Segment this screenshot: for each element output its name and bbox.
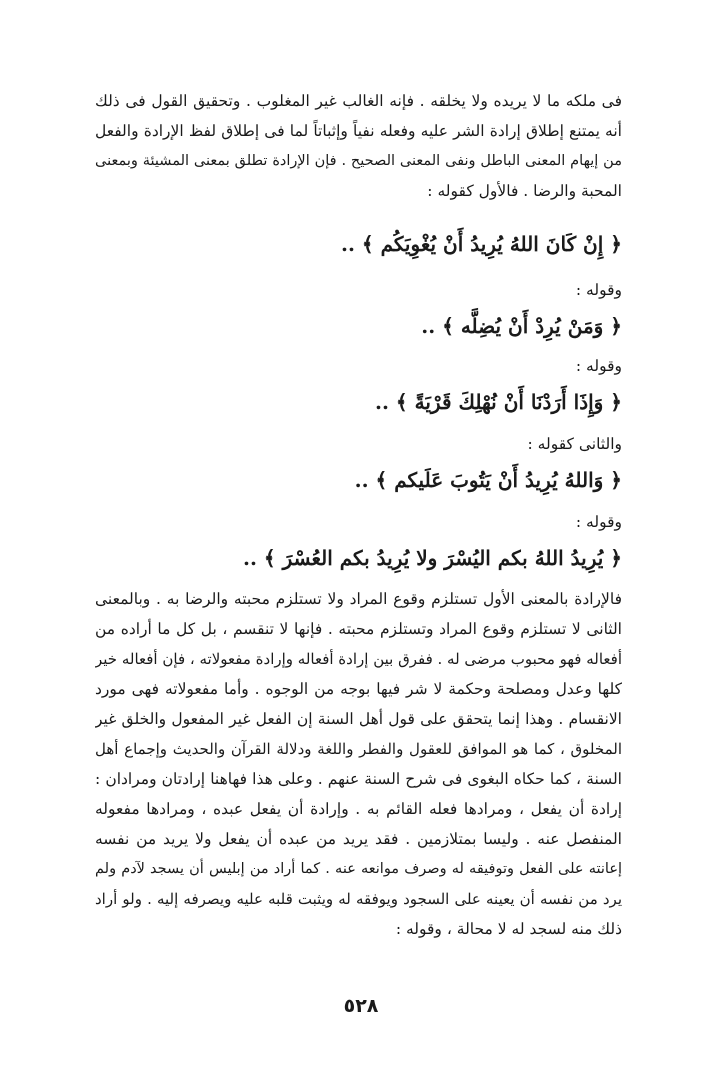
text-line: أنه يمتنع إطلاق إرادة الشر عليه وفعله نفياً وإثباتاً لما فى إطلاق لفظ الإرادة والفعل <box>95 122 622 140</box>
text-line: فالإرادة بالمعنى الأول تستلزم وقوع المراد ولا تستلزم محبته والرضا به . وبالمعنى <box>95 590 622 608</box>
text-line: فى ملكه ما لا يريده ولا يخلقه . فإنه الغالب غير المغلوب . وتحقيق القول فى ذلك <box>95 92 622 110</box>
text-line: يرد من نفسه أن يعينه على السجود ويوفقه له ويثبت قلبه عليه ويصرفه إليه . ولو أراد <box>95 890 622 908</box>
text-line: الثانى لا تستلزم وقوع المراد وتستلزم محبته . فإنها لا تنقسم ، بل كل ما أراده من <box>95 620 622 638</box>
text-line: السنة ، كما حكاه البغوى فى شرح السنة عنهم . وعلى هذا فهاهنا إرادتان ومرادان : <box>95 770 622 788</box>
text-line: من إيهام المعنى الباطل ونفى المعنى الصحيح . فإن الإرادة تطلق بمعنى المشيئة وبمعنى <box>95 153 622 169</box>
verse-intro: وقوله : <box>575 281 622 299</box>
quran-verse-1: ﴿ إِنْ كَانَ اللهُ يُرِيدُ أَنْ يُغْوِيَكُم ﴾ .. <box>341 232 622 256</box>
text-line: المنفصل عنه . وليسا بمتلازمين . فقد يريد من عبده أن يفعل ولا يريد من نفسه <box>95 830 622 848</box>
text-line: كلها وعدل ومصلحة وحكمة لا شر فيها بوجه من الوجوه . وأما مفعولاته فهى مورد <box>95 680 622 698</box>
text-line: ذلك منه لسجد له لا محالة ، وقوله : <box>395 920 622 938</box>
text-line: الانقسام . وهذا إنما يتحقق على قول أهل السنة إن الفعل غير المفعول والخلق غير <box>95 710 622 728</box>
quran-verse-4: ﴿ وَاللهُ يُرِيدُ أَنْ يَتُوبَ عَلَيكم ﴾ .. <box>354 468 622 492</box>
text-line: أفعاله فهو محبوب مرضى له . ففرق بين إرادة أفعاله وإرادة مفعولاته ، فإن أفعاله خير <box>95 650 622 668</box>
text-line: المخلوق ، كما هو الموافق للعقول والفطر واللغة ودلالة القرآن والحديث وإجماع أهل <box>95 740 622 758</box>
quran-verse-2: ﴿ وَمَنْ يُرِدْ أَنْ يُضِلَّه ﴾ .. <box>421 314 622 338</box>
page-number: ٥٢٨ <box>343 995 379 1017</box>
quran-verse-3: ﴿ وَإِذَا أَرَدْنَا أَنْ نُهْلِكَ قَرْيَةً ﴾ .. <box>375 390 622 414</box>
text-line: المحبة والرضا . فالأول كقوله : <box>427 182 622 200</box>
text-line: إرادة أن يفعل ، ومرادها فعله القائم به . وإرادة أن يفعل عبده ، ومرادها مفعوله <box>95 800 622 818</box>
text-line: إعانته على الفعل وتوفيقه له وصرف موانعه عنه . كما أراد من إبليس أن يسجد لآدم ولم <box>95 861 622 877</box>
quran-verse-5: ﴿ يُرِيدُ اللهُ بكم اليُسْرَ ولا يُرِيدُ بكم العُسْرَ ﴾ .. <box>243 546 622 570</box>
verse-intro: وقوله : <box>575 513 622 531</box>
verse-intro: وقوله : <box>575 357 622 375</box>
verse-intro: والثانى كقوله : <box>527 435 622 453</box>
